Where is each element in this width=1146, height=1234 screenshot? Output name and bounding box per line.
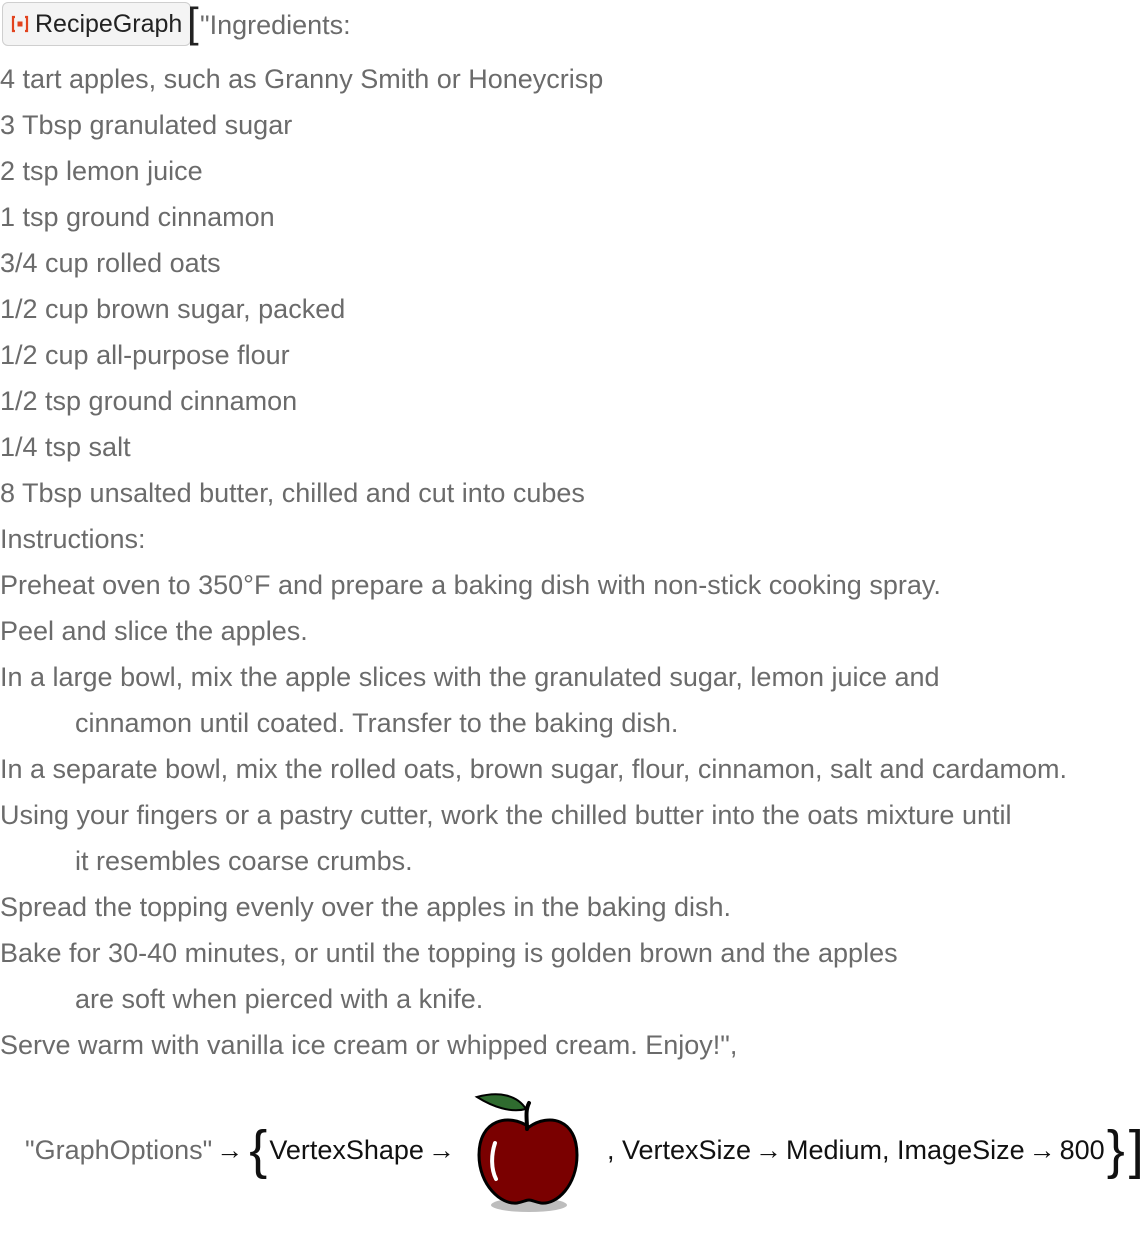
close-bracket: ] bbox=[1128, 1120, 1144, 1180]
image-size-value: 800 bbox=[1059, 1135, 1105, 1165]
resource-function-button[interactable] bbox=[2, 2, 191, 46]
instruction-line-continued: cinnamon until coated. Transfer to the baking dish. bbox=[75, 708, 679, 738]
ingredient-line: 3 Tbsp granulated sugar bbox=[0, 110, 293, 140]
instructions-heading: Instructions: bbox=[0, 524, 146, 554]
rule-arrow: → bbox=[427, 1135, 455, 1165]
ingredient-line: 3/4 cup rolled oats bbox=[0, 248, 221, 278]
instruction-line: In a large bowl, mix the apple slices with the granulated sugar, lemon juice and bbox=[0, 662, 940, 692]
instruction-line: Spread the topping evenly over the apples in the baking dish. bbox=[0, 892, 732, 922]
instruction-line: Using your fingers or a pastry cutter, work the chilled butter into the oats mixture until bbox=[0, 800, 1012, 830]
vertex-size-key: , VertexSize bbox=[606, 1135, 752, 1165]
recipe-string bbox=[0, 56, 1146, 1068]
ingredients-heading: "Ingredients: bbox=[200, 10, 351, 40]
ingredient-line: 8 Tbsp unsalted butter, chilled and cut into cubes bbox=[0, 478, 585, 508]
ingredient-line: 1/2 cup all-purpose flour bbox=[0, 340, 290, 370]
ingredient-line: 1/4 tsp salt bbox=[0, 432, 131, 462]
ingredient-line: 1/2 cup brown sugar, packed bbox=[0, 294, 346, 324]
vertex-shape-key: VertexShape bbox=[269, 1135, 424, 1165]
instruction-line: Peel and slice the apples. bbox=[0, 616, 308, 646]
close-brace: } bbox=[1106, 1120, 1125, 1180]
instruction-line-continued: are soft when pierced with a knife. bbox=[75, 984, 484, 1014]
instruction-line: In a separate bowl, mix the rolled oats, brown sugar, flour, cinnamon, salt and cardamom. bbox=[0, 754, 1068, 784]
instruction-line-continued: it resembles coarse crumbs. bbox=[75, 846, 413, 876]
rule-arrow: → bbox=[755, 1135, 783, 1165]
ingredient-line: 1/2 tsp ground cinnamon bbox=[0, 386, 298, 416]
instruction-line: Preheat oven to 350°F and prepare a baking dish with non-stick cooking spray. bbox=[0, 570, 941, 600]
ingredient-line: 1 tsp ground cinnamon bbox=[0, 202, 275, 232]
open-brace: { bbox=[249, 1120, 268, 1180]
ingredient-line: 2 tsp lemon juice bbox=[0, 156, 203, 186]
vertex-size-value: Medium bbox=[786, 1135, 883, 1165]
red-apple-icon bbox=[469, 1085, 599, 1215]
resource-function-name: RecipeGraph bbox=[35, 10, 183, 38]
first-line bbox=[0, 0, 1146, 52]
open-bracket: [ bbox=[187, 0, 199, 46]
resource-function-icon bbox=[9, 13, 31, 35]
ingredient-line: 4 tart apples, such as Granny Smith or Honeycrisp bbox=[0, 64, 604, 94]
rule-arrow: → bbox=[216, 1135, 244, 1165]
instruction-line-final: Serve warm with vanilla ice cream or whipped cream. Enjoy!", bbox=[0, 1030, 738, 1060]
rule-arrow: → bbox=[1028, 1135, 1056, 1165]
image-size-key: , ImageSize bbox=[882, 1135, 1025, 1165]
graph-options bbox=[25, 1085, 1146, 1215]
graph-options-key: "GraphOptions" bbox=[25, 1135, 213, 1165]
instruction-line: Bake for 30-40 minutes, or until the topping is golden brown and the apples bbox=[0, 938, 898, 968]
